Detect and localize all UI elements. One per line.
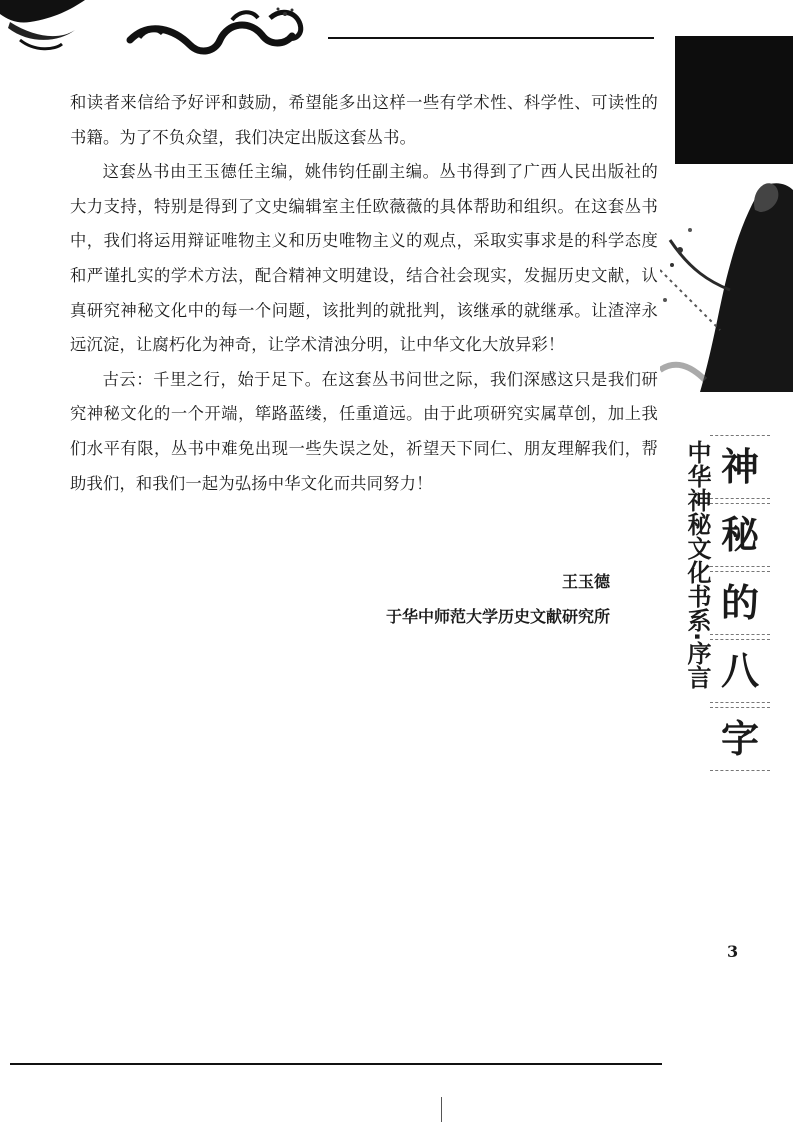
dragon-cloud-ornament <box>0 0 330 62</box>
author-affiliation: 于华中师范大学历史文献研究所 <box>385 607 610 626</box>
paragraph-2: 这套丛书由王玉德任主编，姚伟钧任副主编。丛书得到了广西人民出版社的大力支持，特别是得到了文史编辑室主任欧薇薇的具体帮助和组织。在这套丛书中，我们将运用辩证唯物主义和历史唯物主义的观点，采取实事求是的科学态度和严谨扎实的学术方法，配合精神文明建设，结合社会现实，发掘历史文献，认真研究神秘文化中的每一个问题，该批判的就批判，该继承的就继承。让渣滓永远沉淀，让腐朽化为神奇，让学术清浊分明，让中华文化大放异彩！ <box>70 162 658 355</box>
book-title-char: 秘 <box>710 503 770 567</box>
corner-black-block <box>675 36 793 164</box>
gutter-mark <box>441 1097 442 1122</box>
book-title-char: 八 <box>710 639 770 703</box>
preface-body <box>70 86 658 501</box>
paragraph-3: 古云：千里之行，始于足下。在这套丛书问世之际，我们深感这只是我们研究神秘文化的一个开端，筚路蓝缕，任重道远。由于此项研究实属草创，加上我们水平有限，丛书中难免出现一些失误之处，祈望天下同仁、朋友理解我们，帮助我们，和我们一起为弘扬中华文化而共同努力！ <box>70 369 658 493</box>
footer-rule <box>10 1063 662 1065</box>
author-name: 王玉德 <box>561 572 610 591</box>
ink-figure-illustration <box>660 170 793 392</box>
book-title-char: 字 <box>710 707 770 771</box>
page-number: 3 <box>727 942 739 961</box>
book-title-char: 神 <box>710 435 770 499</box>
series-title-vertical: 中华神秘文化书系·序言 <box>683 440 711 690</box>
paragraph-1: 和读者来信给予好评和鼓励，希望能多出这样一些有学术性、科学性、可读性的书籍。为了不负众望，我们决定出版这套丛书。 <box>70 93 658 147</box>
header-rule <box>328 37 654 39</box>
book-title-char: 的 <box>710 571 770 635</box>
